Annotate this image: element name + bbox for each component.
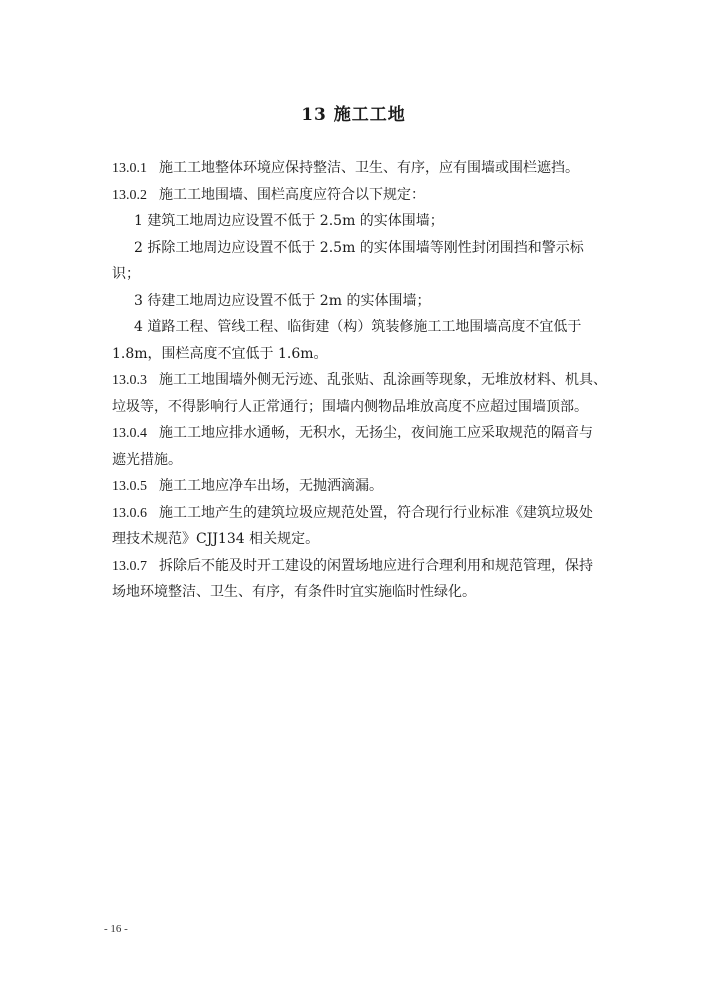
section-body	[112, 155, 612, 606]
clause-13-0-7-continued: 场地环境整洁、卫生、有序，有条件时宜实施临时性绿化。	[112, 584, 476, 600]
clause-number: 13.0.7	[112, 558, 147, 574]
clause-13-0-7	[112, 553, 612, 580]
clause-13-0-3-continued: 垃圾等，不得影响行人正常通行；围墙内侧物品堆放高度不应超过围墙顶部。	[112, 398, 588, 415]
clause-13-0-4	[112, 420, 612, 447]
subitem-2: 2 拆除工地周边应设置不低于 2.5m 的实体围墙等刚性封闭围挡和警示标	[134, 239, 584, 256]
subitem-4: 4 道路工程、管线工程、临街建（构）筑装修施工工地围墙高度不宜低于	[134, 319, 582, 335]
subitem-4-continued: 1.8m，围栏高度不宜低于 1.6m。	[112, 345, 328, 362]
subitem-3: 3 待建工地周边应设置不低于 2m 的实体围墙；	[134, 292, 431, 309]
clause-number: 13.0.4	[112, 426, 147, 441]
clause-text: 施工工地产生的建筑垃圾应规范处置，符合现行行业标准《建筑垃圾处	[159, 504, 593, 521]
clause-text: 施工工地应排水通畅，无积水，无扬尘，夜间施工应采取规范的隔音与	[159, 425, 593, 441]
clause-13-0-5	[112, 473, 612, 500]
page-number: - 16 -	[104, 923, 128, 935]
clause-number: 13.0.5	[112, 479, 147, 494]
clause-text: 施工工地围墙、围栏高度应符合以下规定：	[159, 186, 425, 203]
clause-number: 13.0.1	[112, 161, 147, 176]
clause-text: 施工工地整体环境应保持整洁、卫生、有序，应有围墙或围栏遮挡。	[159, 160, 579, 176]
clause-text: 施工工地围墙外侧无污迹、乱张贴、乱涂画等现象，无堆放材料、机具、	[159, 372, 607, 388]
clause-number: 13.0.6	[112, 505, 147, 521]
clause-13-0-6-continued: 理技术规范》CJJ134 相关规定。	[112, 531, 320, 547]
subitem-2-continued: 识；	[112, 266, 140, 282]
subitem-1: 1 建筑工地周边应设置不低于 2.5m 的实体围墙；	[134, 213, 444, 229]
clause-number: 13.0.2	[112, 187, 147, 203]
clause-13-0-1	[112, 155, 612, 182]
clause-text: 拆除后不能及时开工建设的闲置场地应进行合理利用和规范管理，保持	[159, 557, 593, 574]
clause-13-0-4-continued: 遮光措施。	[112, 451, 182, 468]
clause-text: 施工工地应净车出场，无抛洒滴漏。	[159, 478, 383, 494]
clause-13-0-6	[112, 500, 612, 527]
section-title: 13 施工工地	[301, 105, 406, 125]
clause-13-0-3	[112, 367, 612, 394]
clause-13-0-2	[112, 182, 612, 209]
clause-number: 13.0.3	[112, 373, 147, 388]
